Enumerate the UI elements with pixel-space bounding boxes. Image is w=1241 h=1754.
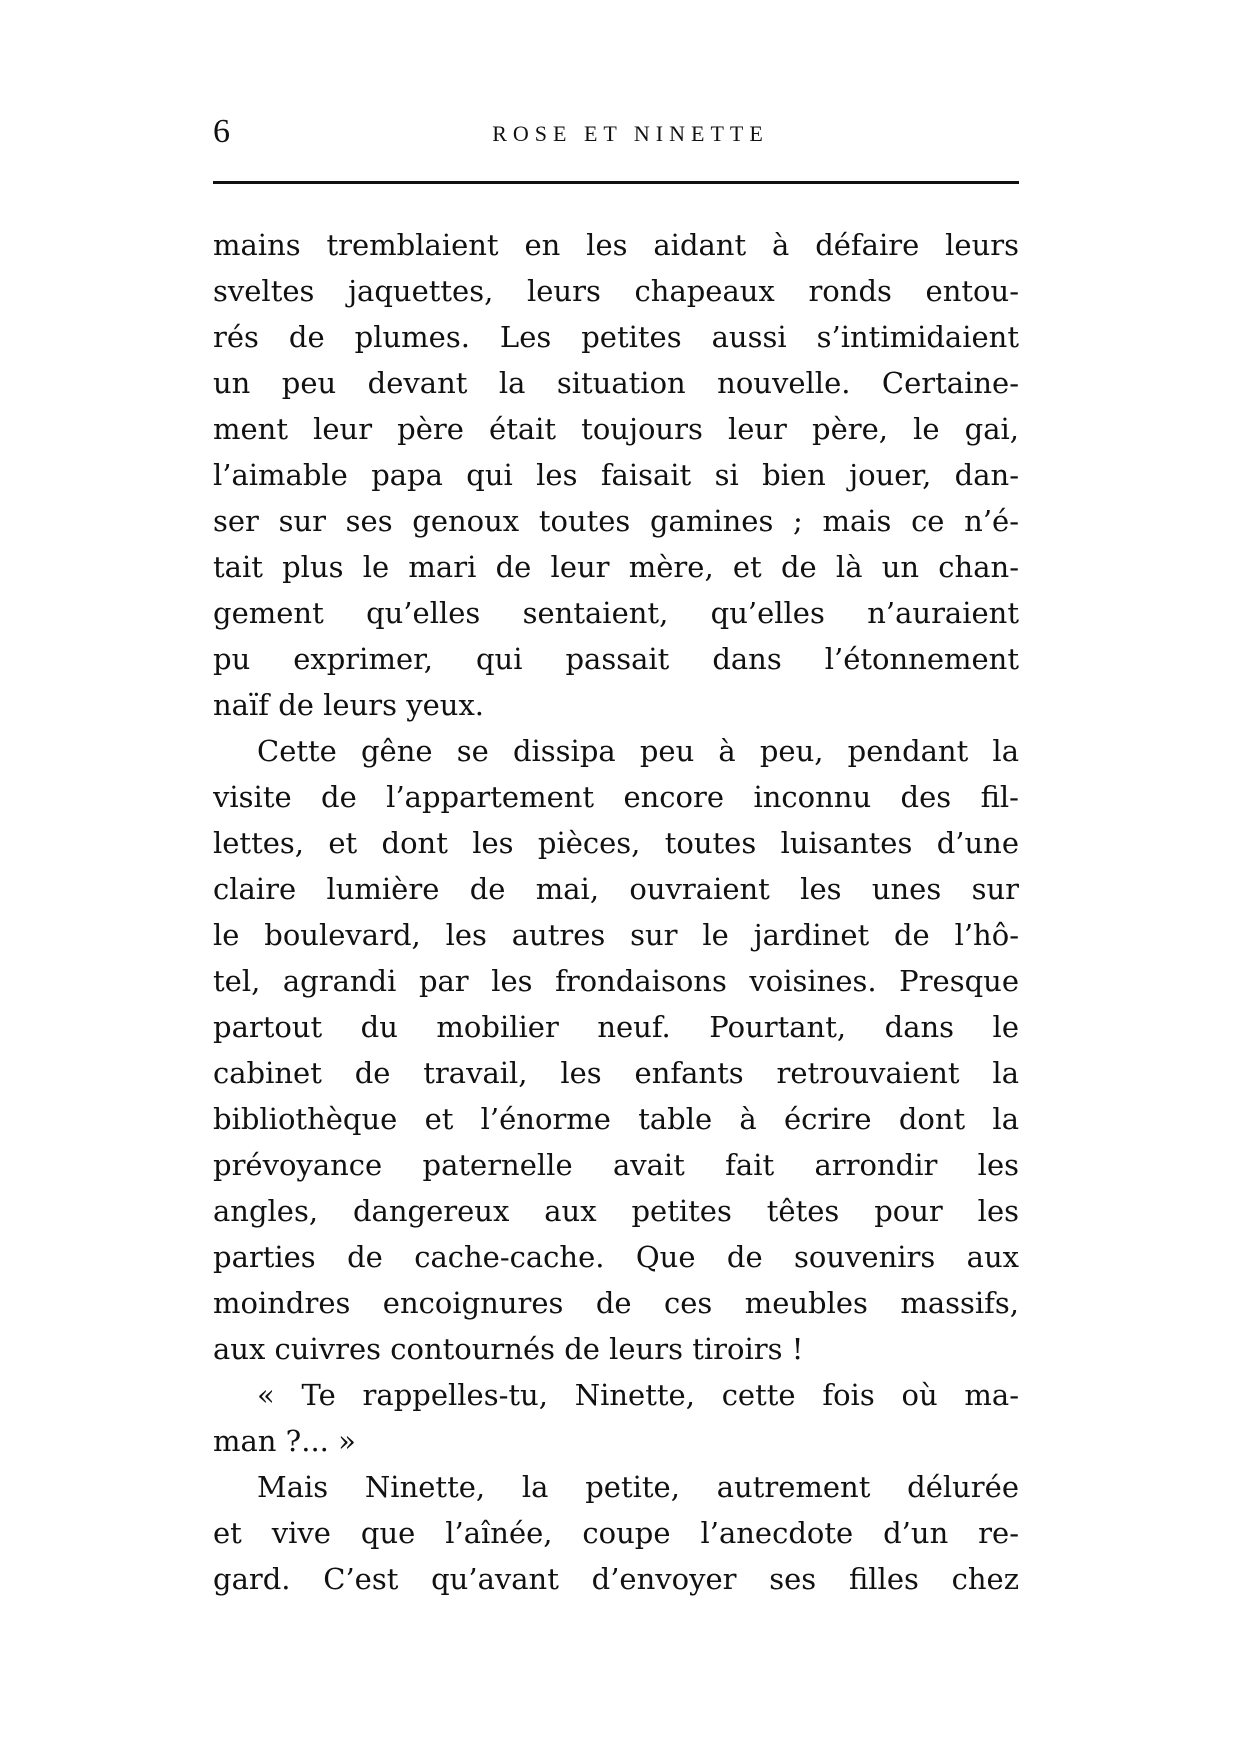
text-line: prévoyance paternelle avait fait arrondir les — [213, 1148, 1019, 1182]
text-line: Cette gêne se dissipa peu à peu, pendant la — [257, 734, 1019, 768]
text-line: parties de cache-cache. Que de souvenirs aux — [213, 1240, 1019, 1274]
text-line: un peu devant la situation nouvelle. Certaine- — [213, 366, 1019, 400]
text-line: gard. C’est qu’avant d’envoyer ses filles chez — [213, 1562, 1019, 1596]
text-line: angles, dangereux aux petites têtes pour les — [213, 1194, 1019, 1228]
paragraph — [213, 1464, 1019, 1602]
text-line: pu exprimer, qui passait dans l’étonnement — [213, 642, 1019, 676]
text-line: aux cuivres contournés de leurs tiroirs ! — [213, 1332, 804, 1366]
text-line: visite de l’appartement encore inconnu des fil- — [213, 780, 1019, 814]
text-line: ment leur père était toujours leur père, le gai, — [213, 412, 1019, 446]
text-line: le boulevard, les autres sur le jardinet de l’hô- — [213, 918, 1019, 952]
body-text — [213, 222, 1019, 1602]
text-line: sveltes jaquettes, leurs chapeaux ronds entou- — [213, 274, 1019, 308]
text-line: naïf de leurs yeux. — [213, 688, 485, 722]
paragraph — [213, 1372, 1019, 1464]
text-line: moindres encoignures de ces meubles massifs, — [213, 1286, 1019, 1320]
text-line: tel, agrandi par les frondaisons voisines. Presque — [213, 964, 1019, 998]
text-line: man ?... » — [213, 1424, 356, 1458]
text-line: l’aimable papa qui les faisait si bien jouer, dan- — [213, 458, 1019, 492]
paragraph — [213, 222, 1019, 728]
text-line: tait plus le mari de leur mère, et de là un chan- — [213, 550, 1019, 584]
text-line: bibliothèque et l’énorme table à écrire dont la — [213, 1102, 1019, 1136]
text-line: et vive que l’aînée, coupe l’anecdote d’un re- — [213, 1516, 1019, 1550]
text-line: gement qu’elles sentaient, qu’elles n’auraient — [213, 596, 1019, 630]
text-line: Mais Ninette, la petite, autrement délurée — [257, 1470, 1019, 1504]
text-line: lettes, et dont les pièces, toutes luisantes d’une — [213, 826, 1019, 860]
page-number: 6 — [213, 113, 230, 150]
text-line: claire lumière de mai, ouvraient les unes sur — [213, 872, 1019, 906]
running-title: ROSE ET NINETTE — [492, 121, 769, 146]
text-line: ser sur ses genoux toutes gamines ; mais ce n’é- — [213, 504, 1019, 538]
paragraph — [213, 728, 1019, 1372]
text-line: « Te rappelles-tu, Ninette, cette fois où ma- — [257, 1378, 1019, 1412]
header-rule — [213, 181, 1019, 184]
text-line: rés de plumes. Les petites aussi s’intimidaient — [213, 320, 1019, 354]
text-line: cabinet de travail, les enfants retrouvaient la — [213, 1056, 1019, 1090]
text-line: partout du mobilier neuf. Pourtant, dans le — [213, 1010, 1019, 1044]
text-line: mains tremblaient en les aidant à défaire leurs — [213, 228, 1019, 262]
